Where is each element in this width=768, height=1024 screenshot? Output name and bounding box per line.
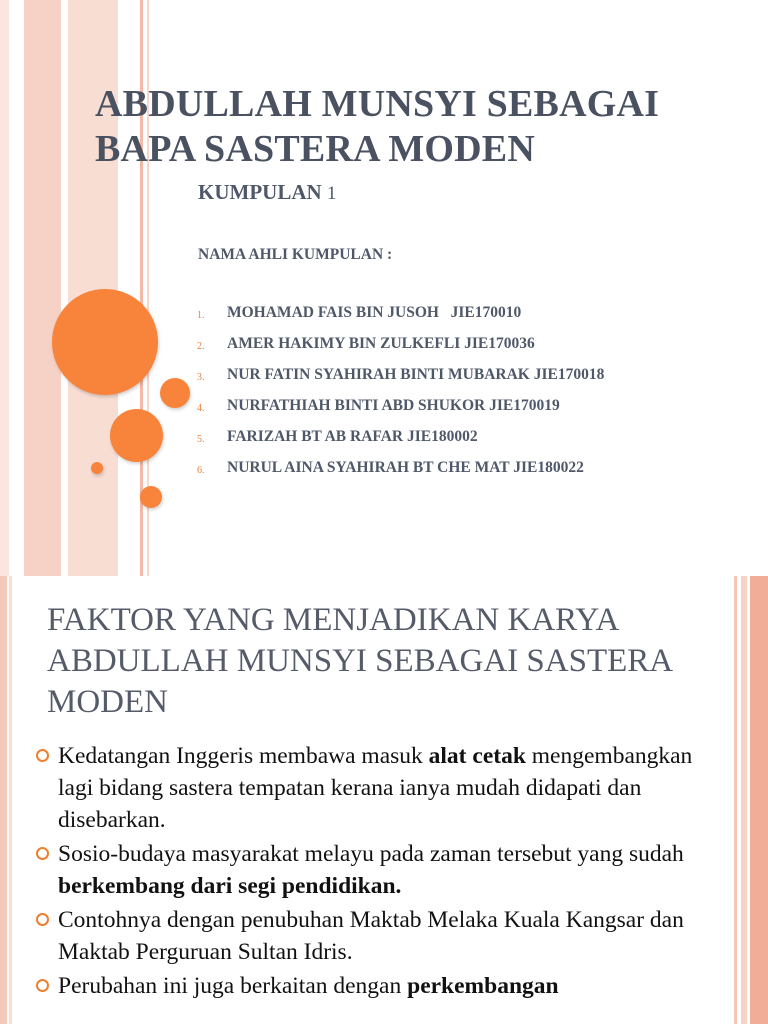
decorative-circle (52, 289, 158, 395)
bullet-text (58, 838, 726, 902)
bullet-text-bold: perkembangan (407, 973, 559, 999)
bullet-text-plain: Contohnya dengan penubuhan Maktab Melaka Kuala Kangsar dan Maktab Perguruan Sultan Idris. (58, 907, 684, 965)
members-list (197, 302, 757, 488)
decorative-stripe (750, 576, 768, 1024)
member-name: NURUL AINA SYAHIRAH BT CHE MAT JIE180022 (227, 459, 584, 476)
group-label-text: KUMPULAN (198, 180, 322, 204)
decorative-stripe (0, 0, 9, 576)
members-heading: NAMA AHLI KUMPULAN : (198, 246, 393, 263)
bullet-item (36, 740, 726, 836)
member-item (197, 302, 757, 326)
member-name: FARIZAH BT AB RAFAR JIE180002 (227, 428, 478, 445)
bullet-text (58, 904, 726, 968)
bullet-text-bold: berkembang dari segi pendidikan. (58, 873, 402, 899)
bullet-text (58, 740, 726, 836)
member-number: 2. (197, 341, 205, 352)
decorative-circle (140, 486, 162, 508)
member-name: NURFATHIAH BINTI ABD SHUKOR JIE170019 (227, 397, 560, 414)
member-name: AMER HAKIMY BIN ZULKEFLI JIE170036 (227, 335, 535, 352)
bullet-text (58, 970, 559, 1002)
decorative-stripe (9, 576, 12, 1024)
group-label (198, 180, 336, 205)
member-item (197, 457, 757, 481)
member-name: MOHAMAD FAIS BIN JUSOH JIE170010 (227, 304, 522, 321)
bullet-item (36, 970, 726, 1002)
bullet-icon (36, 838, 58, 860)
decorative-circle (91, 462, 103, 474)
decorative-stripe (24, 0, 61, 576)
bullet-text-plain: Perubahan ini juga berkaitan dengan (58, 973, 408, 999)
member-number: 1. (197, 310, 205, 321)
bullet-item (36, 904, 726, 968)
member-number: 6. (197, 465, 205, 476)
bullet-text-plain: Sosio-budaya masyarakat melayu pada zaman tersebut yang sudah (58, 841, 684, 867)
member-item (197, 395, 757, 419)
group-number: 1 (326, 183, 337, 204)
decorative-circle (110, 409, 163, 462)
member-item (197, 426, 757, 450)
member-item (197, 333, 757, 357)
bullet-icon (36, 740, 58, 762)
decorative-stripe (734, 576, 737, 1024)
member-number: 4. (197, 403, 205, 414)
decorative-stripe (0, 576, 7, 1024)
decorative-stripe (741, 576, 747, 1024)
bullet-item (36, 838, 726, 902)
slide-title: FAKTOR YANG MENJADIKAN KARYA ABDULLAH MUNSYI SEBAGAI SASTERA MODEN (47, 602, 672, 720)
bullet-list (36, 740, 726, 1004)
bullet-text-plain: mengembangkan lagi bidang sastera tempatan kerana ianya mudah didapati dan disebarkan. (58, 743, 693, 833)
slide-title: ABDULLAH MUNSYI SEBAGAI BAPA SASTERA MODEN (95, 83, 660, 170)
member-name: NUR FATIN SYAHIRAH BINTI MUBARAK JIE170018 (227, 366, 605, 383)
bullet-text-plain: Kedatangan Inggeris membawa masuk (58, 743, 429, 769)
member-number: 5. (197, 434, 205, 445)
bullet-text-bold: alat cetak (428, 743, 526, 769)
bullet-icon (36, 970, 58, 992)
member-item (197, 364, 757, 388)
decorative-circle (160, 378, 190, 408)
decorative-stripe (61, 0, 68, 576)
member-number: 3. (197, 372, 205, 383)
content-slide (0, 576, 768, 1024)
bullet-icon (36, 904, 58, 926)
